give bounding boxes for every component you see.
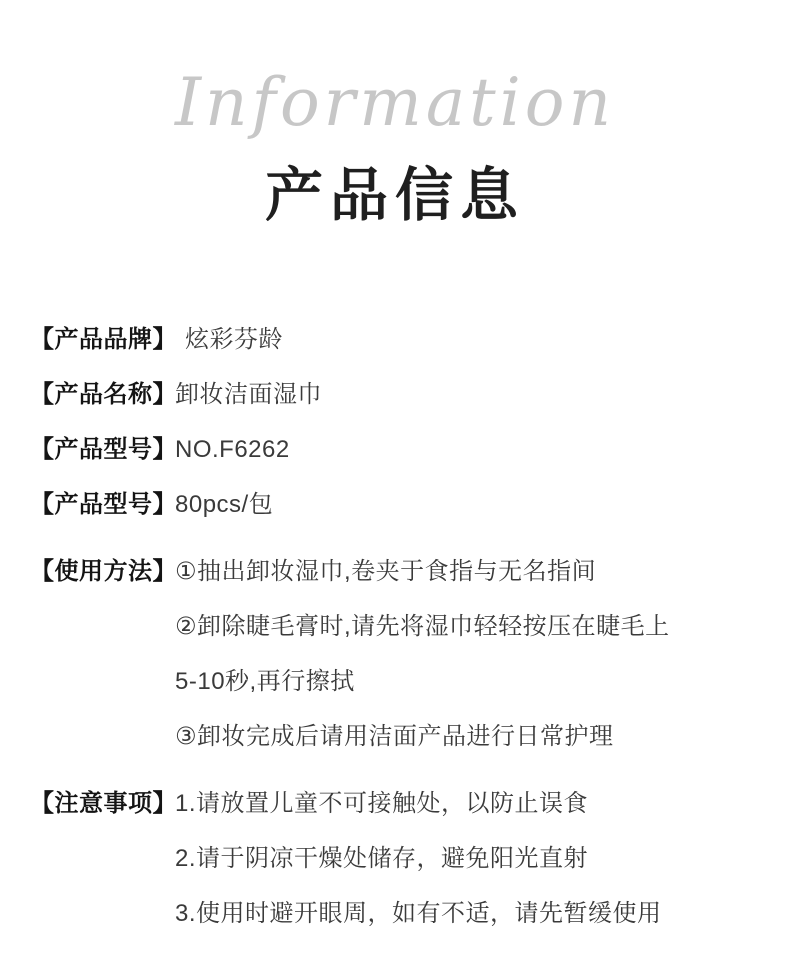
caution-2: 2.请于阴凉干燥处储存，避免阳光直射 <box>175 845 589 872</box>
usage-step-2: ②卸除睫毛膏时,请先将湿巾轻轻按压在睫毛上 <box>175 613 670 640</box>
spec-value-line: 炫彩芬龄 <box>185 326 283 353</box>
spec-label-name: 【产品名称】 <box>30 381 177 408</box>
spec-value-brand <box>175 312 760 367</box>
spec-row-usage <box>30 544 760 764</box>
spec-row-quantity <box>30 477 760 532</box>
usage-step-2-cont: 5-10秒,再行擦拭 <box>175 668 355 695</box>
spec-label-cautions: 【注意事项】 <box>30 790 177 817</box>
spec-label-quantity: 【产品型号】 <box>30 491 177 518</box>
spec-label-model: 【产品型号】 <box>30 436 177 463</box>
spec-label-brand: 【产品品牌】 <box>30 326 177 353</box>
caution-3: 3.使用时避开眼周，如有不适，请先暂缓使用 <box>175 900 662 927</box>
spec-value-name <box>175 367 760 422</box>
page-title: 产品信息 <box>264 161 525 229</box>
spec-row-cautions <box>30 776 760 941</box>
header <box>0 0 790 240</box>
spec-value-quantity <box>175 477 760 532</box>
usage-step-3: ③卸妆完成后请用洁面产品进行日常护理 <box>175 723 614 750</box>
spec-row-brand <box>30 312 760 367</box>
spec-list <box>0 240 790 941</box>
spec-value-line: 卸妆洁面湿巾 <box>175 381 322 408</box>
spec-label-usage: 【使用方法】 <box>30 558 177 585</box>
decorative-script-text: Information <box>174 64 616 141</box>
spec-value-cautions <box>175 776 760 941</box>
spec-row-name <box>30 367 760 422</box>
spec-value-model <box>175 422 760 477</box>
spec-value-usage <box>175 544 760 764</box>
spec-row-model <box>30 422 760 477</box>
spec-value-line: 80pcs/包 <box>175 491 274 518</box>
usage-step-1: ①抽出卸妆湿巾,卷夹于食指与无名指间 <box>175 558 597 585</box>
spec-value-line: NO.F6262 <box>175 436 290 463</box>
caution-1: 1.请放置儿童不可接触处，以防止误食 <box>175 790 589 817</box>
